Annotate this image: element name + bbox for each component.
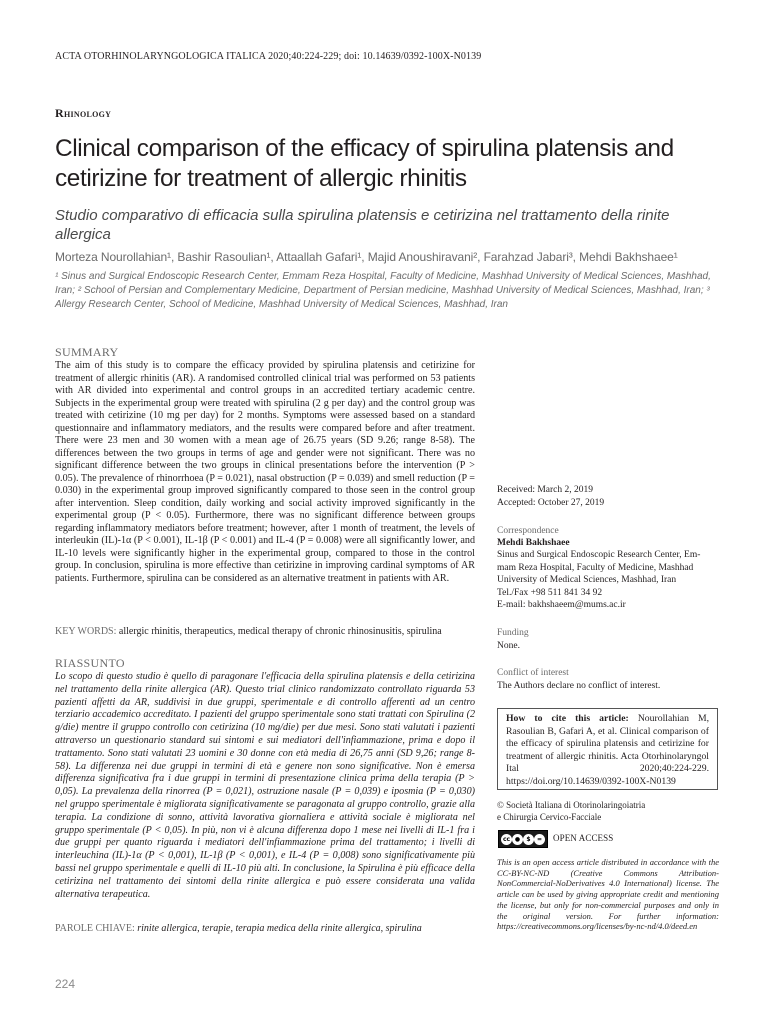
- cc-icon: cc: [502, 835, 511, 843]
- how-to-cite-text: Nourollahian M, Rasoulian B, Gafari A, et al. Clinical comparison of the efficacy of spirulina platensis and cetirizine for treatment of allergic rhinitis. Acta Otorhinolaryngol Ital 2020;40:224-229. https://doi.org/10.14639/0392-100X-N0139: [506, 713, 709, 787]
- correspondence-phone: Tel./Fax +98 511 841 34 92: [497, 587, 603, 598]
- attribution-icon: ●: [512, 834, 523, 845]
- conflict-of-interest-text: The Authors declare no conflict of interest.: [497, 681, 661, 691]
- creative-commons-license-icon[interactable]: [498, 830, 548, 848]
- license-text: This is an open access article distributed in accordance with the CC-BY-NC-ND (Creative Commons Attribution-NonCommercial-NoDerivatives 4.0 International) license. The article can be used by giving appropriate credit and mentioning the license, but only for non-commercial purposes and only in the original version. For further information: https://creativecommons.org/licenses/by-nc-nd/4.0/deed.en: [497, 857, 719, 932]
- parole-chiave-line: [55, 923, 480, 936]
- summary-text: The aim of this study is to compare the efficacy provided by spirulina platensis and cetirizine for treatment of allergic rhinitis (AR). A randomised controlled clinical trial was performed on 53 patients with AR divided into experimental and control groups in an accredited tertiary academic centre. Subjects in the experimental group were treated with spirulina (2 g per day) and the control group was treated with cetirizine (10 mg per day) for 2 months. Symptoms were assessed based on a standard questionnaire and inflammatory mediators, and the results were compared before and after treatment. There were 23 men and 30 women with a mean age of 26.75 years (SD 9.26; range 8-58). The differences between the two groups in terms of age and gender were not significant. There was no significant difference between the two groups in clinical presentations before the intervention (P > 0.05). The prevalence of rhinorrhoea (P = 0.021), nasal obstruction (P = 0.039) and smell reduction (P = 0.030) in the experimental group improved significantly compared to those seen in the control group after intervention. Sleep condition, daily working and social activity improved significantly in the experimental group (P < 0.05). Furthermore, there was no significant difference between groups regarding inflammatory mediators before treatment; however, after 1 month of treatment, the levels of interleukin (IL)-1α (P < 0.001), IL-1β (P < 0.001) and IL-4 (P = 0.008) were all significantly lower, and IL-10 levels were significantly higher in the experimental group, compared to those in the control group. In conclusion, spirulina is more effective than cetirizine in improving cardinal symptoms of AR patients. Furthermore, spirulina can be considered as an alternative treatment in patients with AR.: [55, 360, 475, 584]
- accepted-date: Accepted: October 27, 2019: [497, 498, 605, 508]
- funding-text: None.: [497, 641, 520, 651]
- author-affiliations: ¹ Sinus and Surgical Endoscopic Research Center, Emmam Reza Hospital, Faculty of Medicine, Mashhad University of Medical Sciences, Mashhad, Iran; ² School of Persian and Complementary Medicine, Department of Persian medicine, Mashhad University of Medical Sciences, Mashhad, Iran; ³ Allergy Research Center, School of Medicine, Mashhad University of Medical Sciences, Mashhad, Iran: [55, 271, 711, 310]
- summary-heading: SUMMARY: [55, 345, 119, 359]
- parole-chiave-label: PAROLE CHIAVE:: [55, 923, 135, 934]
- conflict-of-interest-heading: Conflict of interest: [497, 668, 569, 678]
- correspondence-line: University of Medical Sciences, Mashhad, Iran: [497, 575, 677, 585]
- copyright-line: e Chirurgia Cervico-Facciale: [497, 811, 602, 822]
- open-access-label: OPEN ACCESS: [553, 833, 614, 843]
- journal-citation-header: ACTA OTORHINOLARYNGOLOGICA ITALICA 2020;40:224-229; doi: 10.14639/0392-100X-N0139: [55, 51, 482, 62]
- keywords-line: [55, 626, 480, 639]
- noderivatives-icon: =: [534, 834, 545, 845]
- keywords-values: allergic rhinitis, therapeutics, medical therapy of chronic rhinosinusitis, spirulina: [118, 626, 442, 637]
- correspondence-heading: Correspondence: [497, 526, 559, 536]
- copyright-notice: [497, 800, 719, 823]
- how-to-cite-box: [497, 708, 718, 790]
- page-number: 224: [55, 977, 76, 991]
- article-title: Clinical comparison of the efficacy of spirulina platensis and cetirizine for treatment of allergic rhinitis: [55, 135, 674, 192]
- correspondence-details: [497, 549, 719, 612]
- funding-heading: Funding: [497, 628, 529, 638]
- riassunto-heading: RIASSUNTO: [55, 656, 125, 670]
- author-list: Morteza Nourollahian¹, Bashir Rasoulian¹, Attaallah Gafari¹, Majid Anoushiravani², Farahzad Jabari³, Mehdi Bakhshaee¹: [55, 250, 678, 264]
- parole-chiave-values: rinite allergica, terapie, terapia medica della rinite allergica, spirulina: [137, 923, 422, 934]
- received-date: Received: March 2, 2019: [497, 485, 594, 495]
- correspondence-email[interactable]: E-mail: bakhshaeem@mums.ac.ir: [497, 600, 626, 610]
- correspondence-name: Mehdi Bakhshaee: [497, 538, 570, 548]
- section-label: Rhinology: [55, 106, 112, 120]
- keywords-label: KEY WORDS:: [55, 626, 117, 637]
- noncommercial-icon: $: [523, 834, 534, 845]
- riassunto-text: Lo scopo di questo studio è quello di paragonare l'efficacia della spirulina platensis e della cetirizina nel trattamento della rinite allergica (AR). Questo trial clinico randomizzato controllato riguarda 53 pazienti affetti da AR, suddivisi in due gruppi, sperimentale e di controllo afferenti ad un centro terziario accademico accreditato. I pazienti del gruppo sperimentale sono stati trattati con Spirulina (2 g/die) mentre il gruppo controllo con cetirizina (10 mg/die) per due mesi. Sono stati valutati i pazienti attraverso un questionario standard sui sintomi e sui mediatori dell'infiammazione, prima e dopo il trattamento. Sono stati valutati 23 uomini e 30 donne con età media di 26,75 anni (SD 9,26; range 8-58). La differenza nei due gruppi in termini di età e genere non sono significative. Non è emersa differenza significativa fra i due gruppi in termini di presentazione clinica prima della terapia (P > 0,05). La prevalenza della rinorrea (P = 0,021), ostruzione nasale (P = 0,039) e iposmia (P = 0,030) nel gruppo sperimentale è migliorata significativamente se paragonata al gruppo controllo, grazie alla terapia. La condizione di sonno, attività lavorativa giornaliera e attività sociale è migliorata nel gruppo sperimentale (P < 0,05). In più, non vi è alcuna differenza dopo 1 mese nei livelli di IL-1 fra i due gruppi per quanto riguarda i mediatori dell'infiammazione prima del trattamento; i livelli di interleuchina (IL)-1α (P < 0,001), IL-1β (P < 0,001), e IL-4 (P = 0,008) sono significativamente più bassi nel gruppo sperimentale e quelli di IL-10 più alti. In conclusione, la Spirulina è più efficace della cetirizina nel trattamento dei sintomi della rinite allergica e può essere considerata una valida alternativa terapeutica.: [55, 671, 475, 900]
- article-subtitle-italian: Studio comparativo di efficacia sulla spirulina platensis e cetirizina nel trattamento della rinite allergica: [55, 207, 670, 243]
- correspondence-line: Sinus and Surgical Endoscopic Research Center, Em-: [497, 550, 701, 560]
- copyright-line: © Società Italiana di Otorinolaringoiatria: [497, 800, 646, 810]
- correspondence-line: mam Reza Hospital, Faculty of Medicine, Mashhad: [497, 562, 694, 573]
- how-to-cite-label: How to cite this article:: [506, 713, 629, 724]
